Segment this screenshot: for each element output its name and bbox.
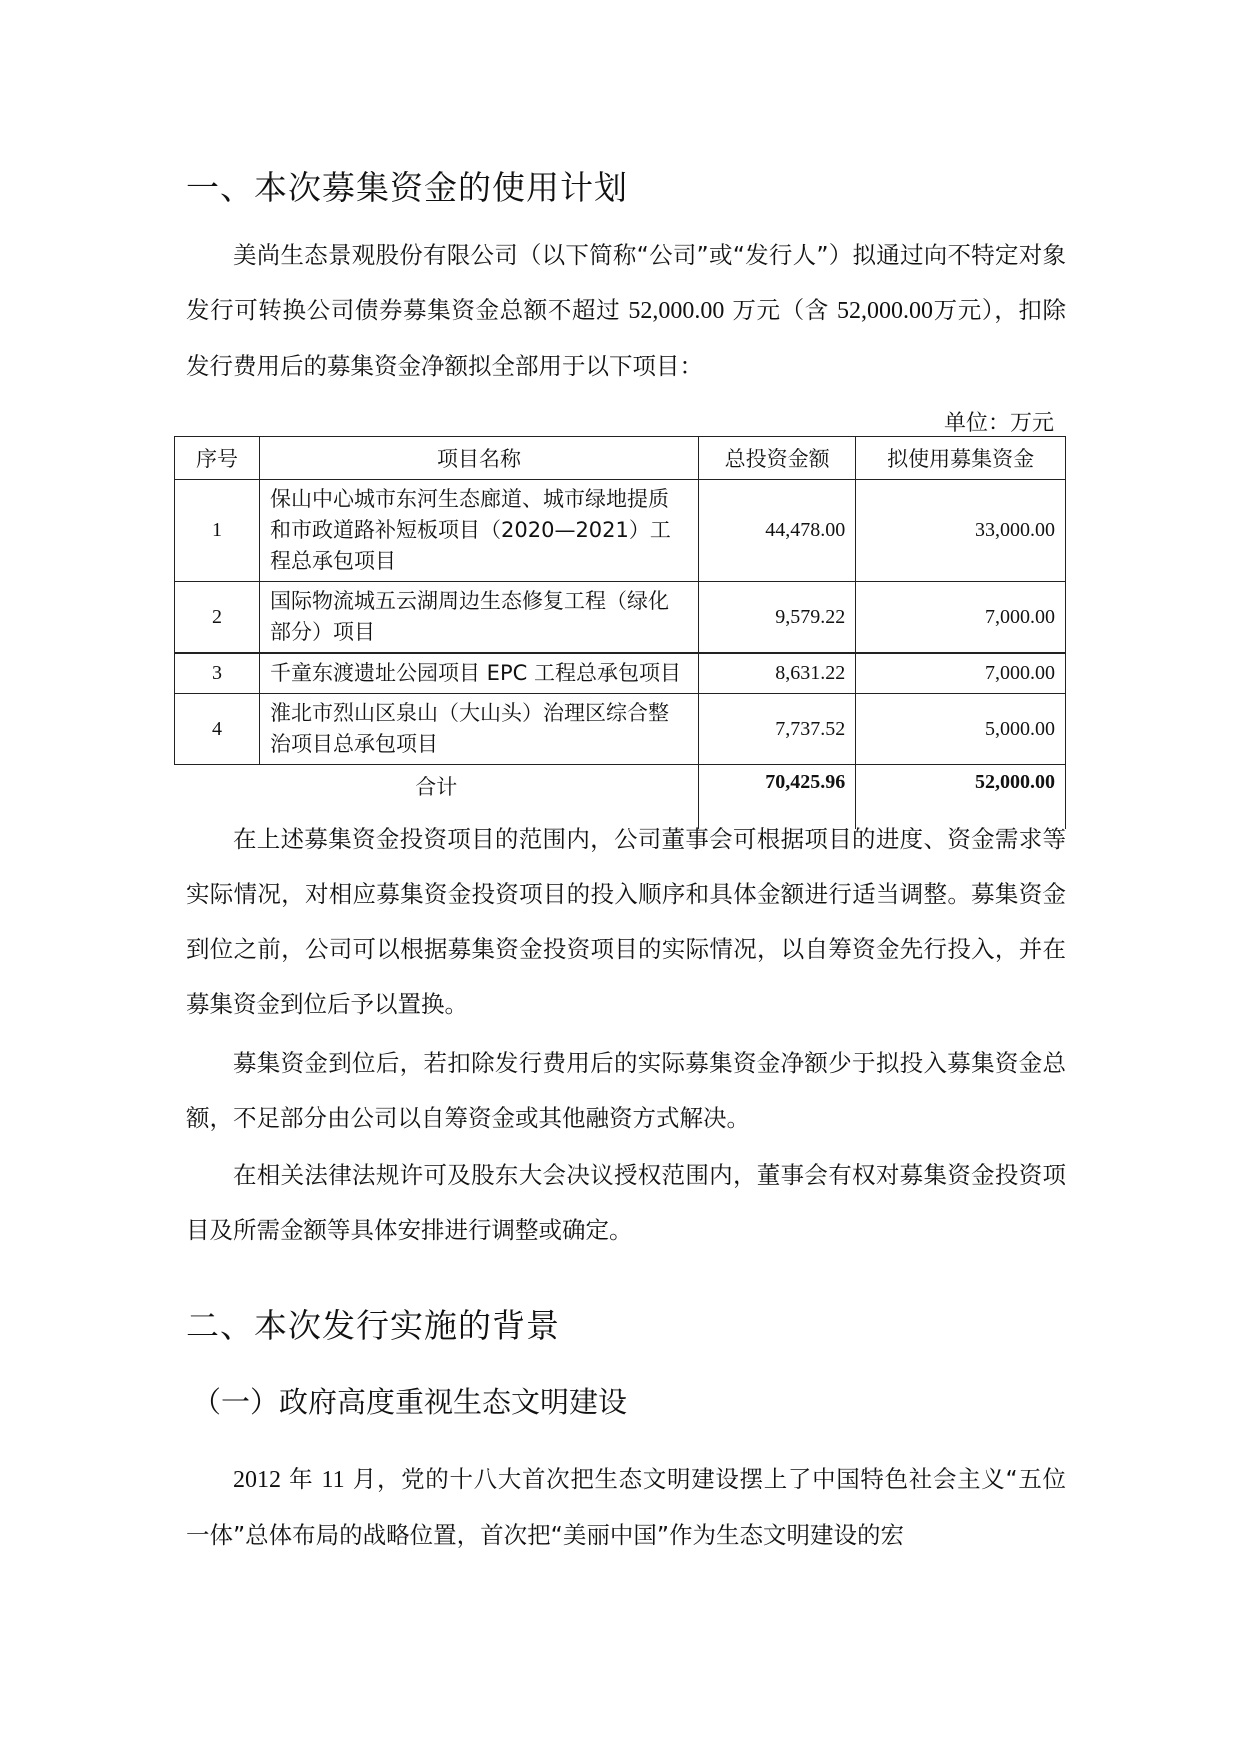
total-raised-funds: 52,000.00 [856, 765, 1066, 830]
total-investment: 70,425.96 [699, 765, 856, 830]
row-raised-funds: 33,000.00 [856, 480, 1066, 582]
table-row [175, 582, 1066, 654]
row-index: 2 [175, 582, 260, 654]
row-project-name: 淮北市烈山区泉山（大山头）治理区综合整治项目总承包项目 [260, 694, 699, 765]
row-total-investment: 9,579.22 [699, 582, 856, 654]
row-raised-funds: 7,000.00 [856, 653, 1066, 694]
section2-subheading: （一）政府高度重视生态文明建设 [192, 1385, 628, 1419]
row-index: 3 [175, 653, 260, 694]
row-project-name: 国际物流城五云湖周边生态修复工程（绿化部分）项目 [260, 582, 699, 654]
background-year: 2012 [233, 1467, 281, 1493]
intro-amount-1: 52,000.00 [628, 298, 725, 324]
row-raised-funds: 5,000.00 [856, 694, 1066, 765]
row-project-name: 千童东渡遗址公园项目 EPC 工程总承包项目 [260, 653, 699, 694]
paragraph-shortfall: 募集资金到位后，若扣除发行费用后的实际募集资金净额少于拟投入募集资金总额，不足部分由公司以自筹资金或其他融资方式解决。 [186, 1049, 1066, 1132]
section1-heading: 一、本次募集资金的使用计划 [186, 168, 628, 207]
header-total-investment: 总投资金额 [699, 437, 856, 480]
row-index: 1 [175, 480, 260, 582]
background-text: 月，党的十八大首次把生态文明建设摆上了中国特色社会主义“五位一体”总体布局的战略位置，首次把“美丽中国”作为生态文明建设的宏 [186, 1465, 1066, 1549]
table-row [175, 653, 1066, 694]
background-year-unit: 年 [289, 1465, 314, 1493]
header-raised-funds: 拟使用募集资金 [856, 437, 1066, 480]
intro-amount-2: 52,000.00 [837, 298, 933, 324]
table-header-row [175, 437, 1066, 480]
section2-heading: 二、本次发行实施的背景 [186, 1306, 560, 1345]
background-month: 11 [321, 1467, 345, 1493]
intro-text-b: 万元（含 [732, 296, 829, 324]
row-total-investment: 7,737.52 [699, 694, 856, 765]
intro-text-c: 万元），扣除发行费用后的募集资金净额拟全部用于以下项目： [186, 296, 1066, 380]
row-total-investment: 8,631.22 [699, 653, 856, 694]
paragraph-authorization: 在相关法律法规许可及股东大会决议授权范围内，董事会有权对募集资金投资项目及所需金额等具体安排进行调整或确定。 [186, 1161, 1066, 1244]
row-index: 4 [175, 694, 260, 765]
paragraph-background [186, 1452, 1066, 1563]
intro-text-a: 美尚生态景观股份有限公司（以下简称“公司”或“发行人”）拟通过向不特定对象发行可转换公司债券募集资金总额不超过 [186, 241, 1066, 324]
row-raised-funds: 7,000.00 [856, 582, 1066, 654]
paragraph-adjustment: 在上述募集资金投资项目的范围内，公司董事会可根据项目的进度、资金需求等实际情况，对相应募集资金投资项目的投入顺序和具体金额进行适当调整。募集资金到位之前，公司可以根据募集资金投资项目的实际情况，以自筹资金先行投入，并在募集资金到位后予以置换。 [186, 825, 1066, 1018]
table-row [175, 694, 1066, 765]
fund-usage-table [174, 436, 1066, 829]
intro-paragraph [186, 228, 1066, 394]
total-label: 合计 [175, 765, 699, 830]
header-index: 序号 [175, 437, 260, 480]
table-row [175, 480, 1066, 582]
row-total-investment: 44,478.00 [699, 480, 856, 582]
unit-label: 单位：万元 [943, 411, 1054, 436]
header-project-name: 项目名称 [260, 437, 699, 480]
row-project-name: 保山中心城市东河生态廊道、城市绿地提质和市政道路补短板项目（2020—2021）工程总承包项目 [260, 480, 699, 582]
